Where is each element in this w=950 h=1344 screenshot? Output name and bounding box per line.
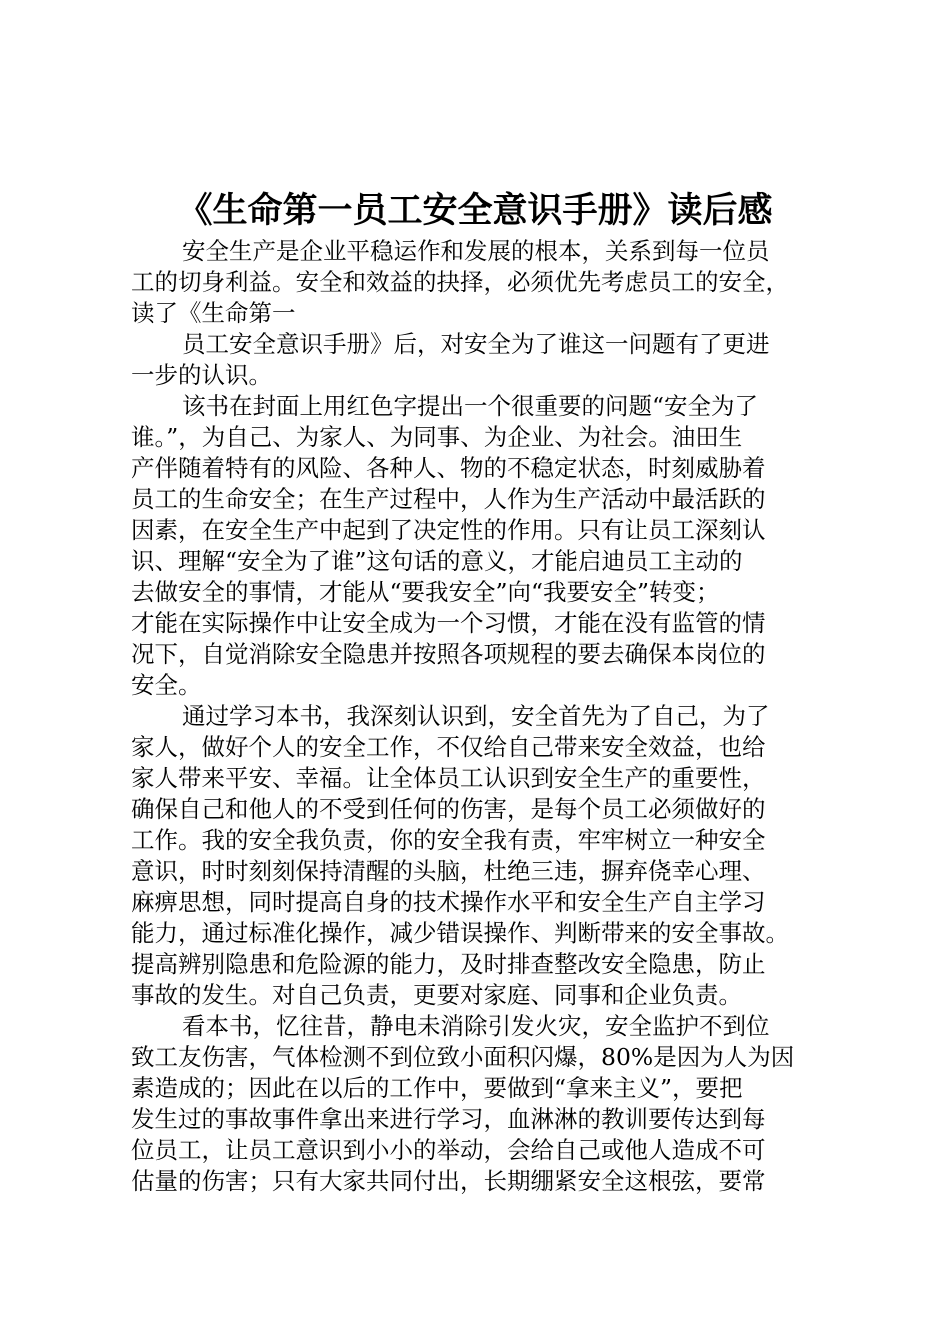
body-line: 提高辨别隐患和危险源的能力，及时排查整改安全隐患，防止 xyxy=(131,950,766,978)
body-line: 况下，自觉消除安全隐患并按照各项规程的要去确保本岗位的 xyxy=(131,640,766,668)
body-line: 工的切身利益。安全和效益的抉择，必须优先考虑员工的安全， xyxy=(131,268,789,296)
body-line: 家人，做好个人的安全工作，不仅给自己带来安全效益，也给 xyxy=(131,733,766,761)
body-line: 才能在实际操作中让安全成为一个习惯，才能在没有监管的情 xyxy=(131,609,766,637)
body-line: 家人带来平安、幸福。让全体员工认识到安全生产的重要性， xyxy=(131,764,766,792)
body-line: 员工的生命安全；在生产过程中，人作为生产活动中最活跃的 xyxy=(131,485,766,513)
body-line: 安全。 xyxy=(131,671,202,699)
body-line: 位员工，让员工意识到小小的举动，会给自己或他人造成不可 xyxy=(131,1136,766,1164)
body-line: 估量的伤害；只有大家共同付出，长期绷紧安全这根弦，要常 xyxy=(131,1167,766,1195)
body-line: 去做安全的事情，才能从“要我安全”向“我要安全”转变； xyxy=(131,578,720,606)
body-line: 谁。”，为自己、为家人、为同事、为企业、为社会。油田生 xyxy=(131,423,743,451)
body-line: 通过学习本书，我深刻认识到，安全首先为了自己，为了 xyxy=(182,702,770,730)
body-line: 麻痹思想，同时提高自身的技术操作水平和安全生产自主学习 xyxy=(131,888,766,916)
body-line: 因素，在安全生产中起到了决定性的作用。只有让员工深刻认 xyxy=(131,516,766,544)
body-line: 素造成的；因此在以后的工作中，要做到“拿来主义”，要把 xyxy=(131,1074,743,1102)
body-line: 该书在封面上用红色字提出一个很重要的问题“安全为了 xyxy=(182,392,759,420)
body-line: 意识，时时刻刻保持清醒的头脑，杜绝三违，摒弃侥幸心理、 xyxy=(131,857,766,885)
body-line: 发生过的事故事件拿出来进行学习，血淋淋的教训要传达到每 xyxy=(131,1105,766,1133)
body-line: 致工友伤害，气体检测不到位致小面积闪爆，80%是因为人为因 xyxy=(131,1043,795,1071)
body-line: 能力，通过标准化操作，减少错误操作、判断带来的安全事故。 xyxy=(131,919,789,947)
body-line: 看本书，忆往昔，静电未消除引发火灾，安全监护不到位 xyxy=(182,1012,770,1040)
body-line: 员工安全意识手册》后，对安全为了谁这一问题有了更进 xyxy=(182,330,770,358)
body-line: 一步的认识。 xyxy=(131,361,272,389)
body-line: 产伴随着特有的风险、各种人、物的不稳定状态，时刻威胁着 xyxy=(131,454,766,482)
body-line: 工作。我的安全我负责，你的安全我有责，牢牢树立一种安全 xyxy=(131,826,766,854)
body-line: 识、理解“安全为了谁”这句话的意义，才能启迪员工主动的 xyxy=(131,547,743,575)
body-line: 安全生产是企业平稳运作和发展的根本，关系到每一位员 xyxy=(182,237,770,265)
body-line: 事故的发生。对自己负责，更要对家庭、同事和企业负责。 xyxy=(131,981,742,1009)
document-title: 《生命第一员工安全意识手册》读后感 xyxy=(177,190,773,231)
body-line: 读了《生命第一 xyxy=(131,299,296,327)
body-line: 确保自己和他人的不受到任何的伤害，是每个员工必须做好的 xyxy=(131,795,766,823)
